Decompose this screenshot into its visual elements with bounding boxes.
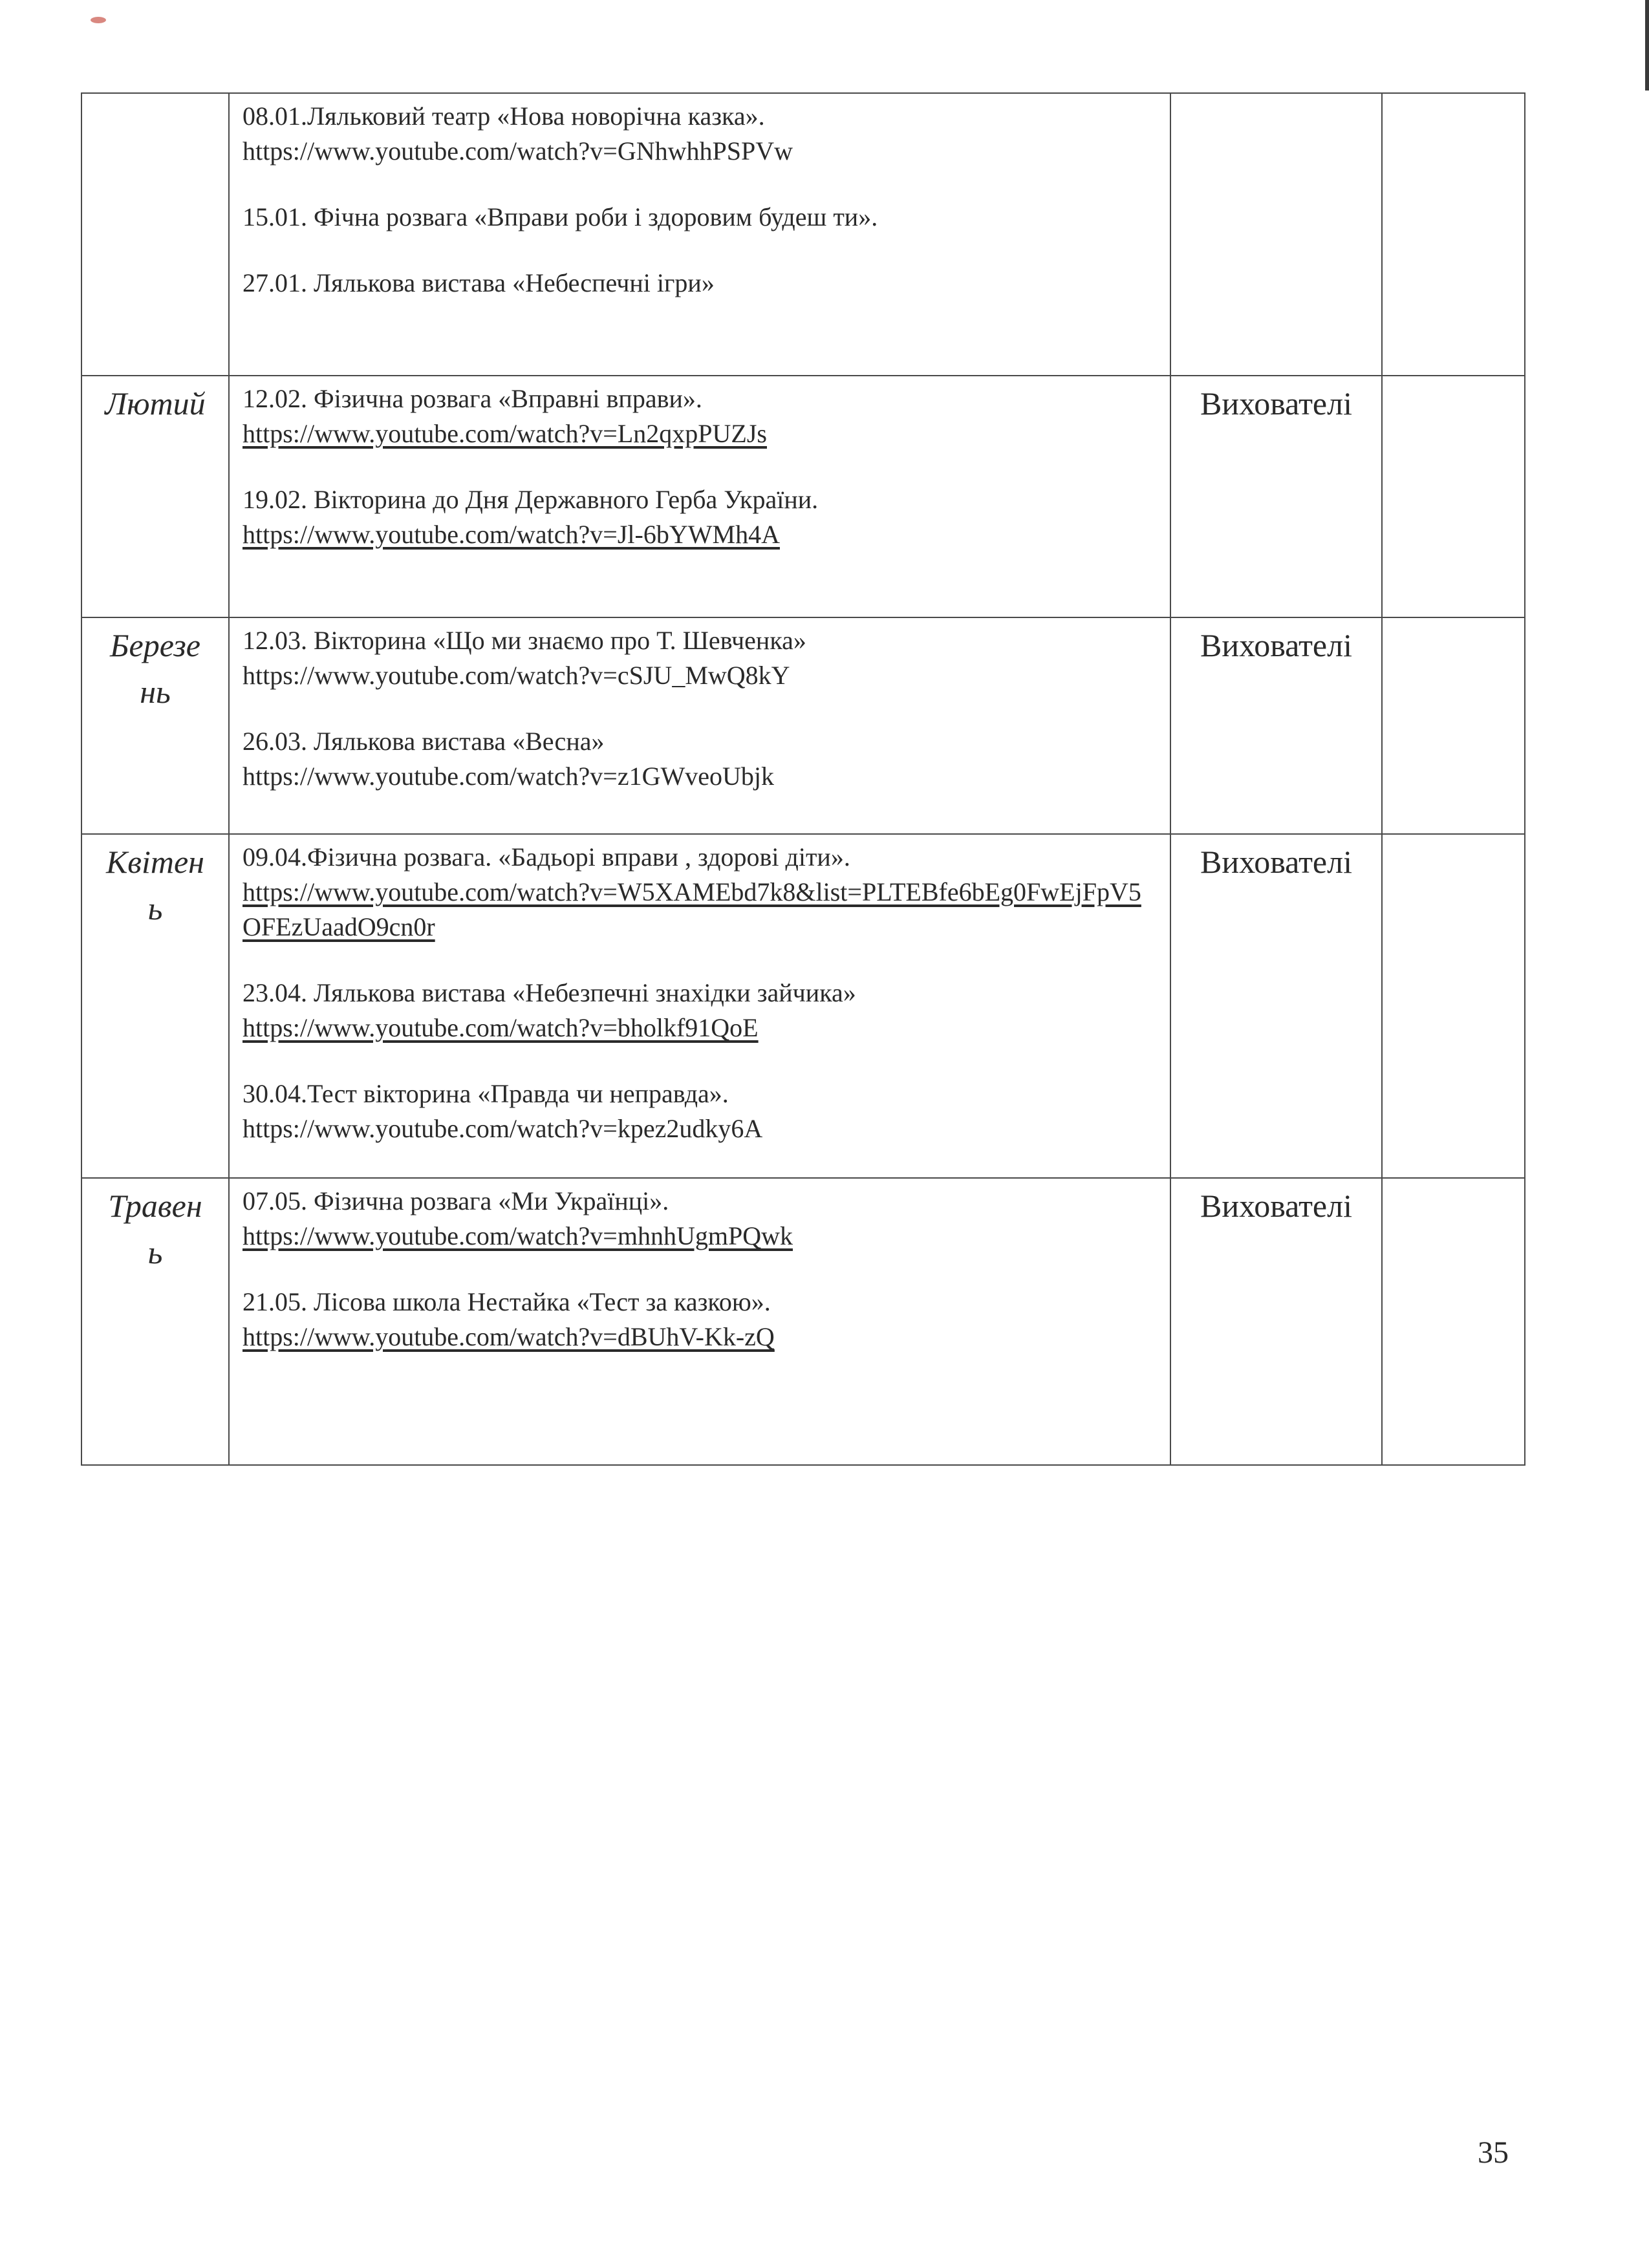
table-row (81, 376, 1525, 617)
note-cell (1382, 1178, 1525, 1465)
month-cell (81, 376, 229, 617)
event-item (242, 266, 1157, 301)
responsible-label: Вихователі (1200, 627, 1352, 663)
event-text: 15.01. Фічна розвага «Вправи роби і здоровим будеш ти». (242, 202, 878, 231)
events-cell (229, 376, 1170, 617)
event-text: 12.02. Фізична розвага «Вправні вправи». (242, 384, 702, 413)
event-link[interactable]: https://www.youtube.com/watch?v=dBUhV-Kk-zQ (242, 1322, 775, 1351)
month-cell (81, 834, 229, 1178)
event-text: 09.04.Фізична розвага. «Бадьорі вправи , здорові діти». (242, 842, 850, 872)
event-text: 27.01. Лялькова вистава «Небеспечні ігри» (242, 268, 715, 297)
event-item (242, 99, 1157, 169)
event-link[interactable]: https://www.youtube.com/watch?v=bholkf91QoE (242, 1013, 759, 1042)
events-cell (229, 93, 1170, 376)
event-text: 30.04.Тест вікторина «Правда чи неправда». (242, 1079, 729, 1108)
note-cell (1382, 617, 1525, 834)
event-item (242, 1285, 1157, 1354)
month-cell (81, 1178, 229, 1465)
note-cell (1382, 376, 1525, 617)
responsible-cell (1170, 376, 1382, 617)
event-item (242, 381, 1157, 451)
event-link[interactable]: https://www.youtube.com/watch?v=mhnhUgmPQwk (242, 1221, 793, 1250)
event-text: 26.03. Лялькова вистава «Весна» (242, 727, 605, 756)
note-cell (1382, 93, 1525, 376)
responsible-label: Вихователі (1200, 844, 1352, 880)
event-link[interactable]: https://www.youtube.com/watch?v=cSJU_MwQ8kY (242, 661, 790, 690)
event-link[interactable]: https://www.youtube.com/watch?v=Ln2qxpPUZJs (242, 419, 767, 448)
event-item (242, 976, 1157, 1045)
event-link[interactable]: https://www.youtube.com/watch?v=W5XAMEbd7k8&list=PLTEBfe6bEg0FwEjFpV5OFEzUaadO9cn0r (242, 877, 1141, 941)
month-label-cont: ь (147, 890, 163, 926)
event-link[interactable]: https://www.youtube.com/watch?v=kpez2udky6A (242, 1114, 763, 1143)
event-item (242, 200, 1157, 235)
event-text: 23.04. Лялькова вистава «Небезпечні знахідки зайчика» (242, 978, 856, 1007)
responsible-cell (1170, 93, 1382, 376)
responsible-label: Вихователі (1200, 1188, 1352, 1224)
event-item (242, 1184, 1157, 1254)
event-link[interactable]: https://www.youtube.com/watch?v=Jl-6bYWMh4A (242, 520, 780, 549)
table-row (81, 93, 1525, 376)
event-item (242, 840, 1157, 945)
month-label: Квітен (106, 844, 204, 880)
responsible-cell (1170, 617, 1382, 834)
scan-edge (1645, 0, 1649, 91)
table-row (81, 617, 1525, 834)
month-cell (81, 93, 229, 376)
event-text: 19.02. Вікторина до Дня Державного Герба України. (242, 485, 819, 514)
responsible-cell (1170, 834, 1382, 1178)
month-label-cont: нь (140, 674, 171, 710)
event-item (242, 1076, 1157, 1146)
scan-mark (91, 17, 106, 23)
note-cell (1382, 834, 1525, 1178)
event-text: 21.05. Лісова школа Нестайка «Тест за казкою». (242, 1287, 771, 1316)
month-label-cont: ь (147, 1234, 163, 1270)
table-row (81, 1178, 1525, 1465)
events-plan-table (81, 92, 1525, 1466)
month-label: Травен (108, 1188, 202, 1224)
event-item (242, 724, 1157, 794)
month-cell (81, 617, 229, 834)
month-label: Березе (110, 627, 200, 663)
events-cell (229, 617, 1170, 834)
event-text: 12.03. Вікторина «Що ми знаємо про Т. Шевченка» (242, 626, 806, 655)
responsible-cell (1170, 1178, 1382, 1465)
event-link[interactable]: https://www.youtube.com/watch?v=z1GWveoUbjk (242, 762, 775, 791)
event-link[interactable]: https://www.youtube.com/watch?v=GNhwhhPSPVw (242, 136, 793, 166)
table-row (81, 834, 1525, 1178)
event-item (242, 482, 1157, 552)
event-text: 08.01.Ляльковий театр «Нова новорічна казка». (242, 102, 765, 131)
events-cell (229, 1178, 1170, 1465)
events-cell (229, 834, 1170, 1178)
page-number: 35 (1478, 2135, 1509, 2170)
responsible-label: Вихователі (1200, 385, 1352, 422)
month-label: Лютий (105, 385, 206, 422)
event-item (242, 623, 1157, 693)
event-text: 07.05. Фізична розвага «Ми Українці». (242, 1186, 669, 1215)
